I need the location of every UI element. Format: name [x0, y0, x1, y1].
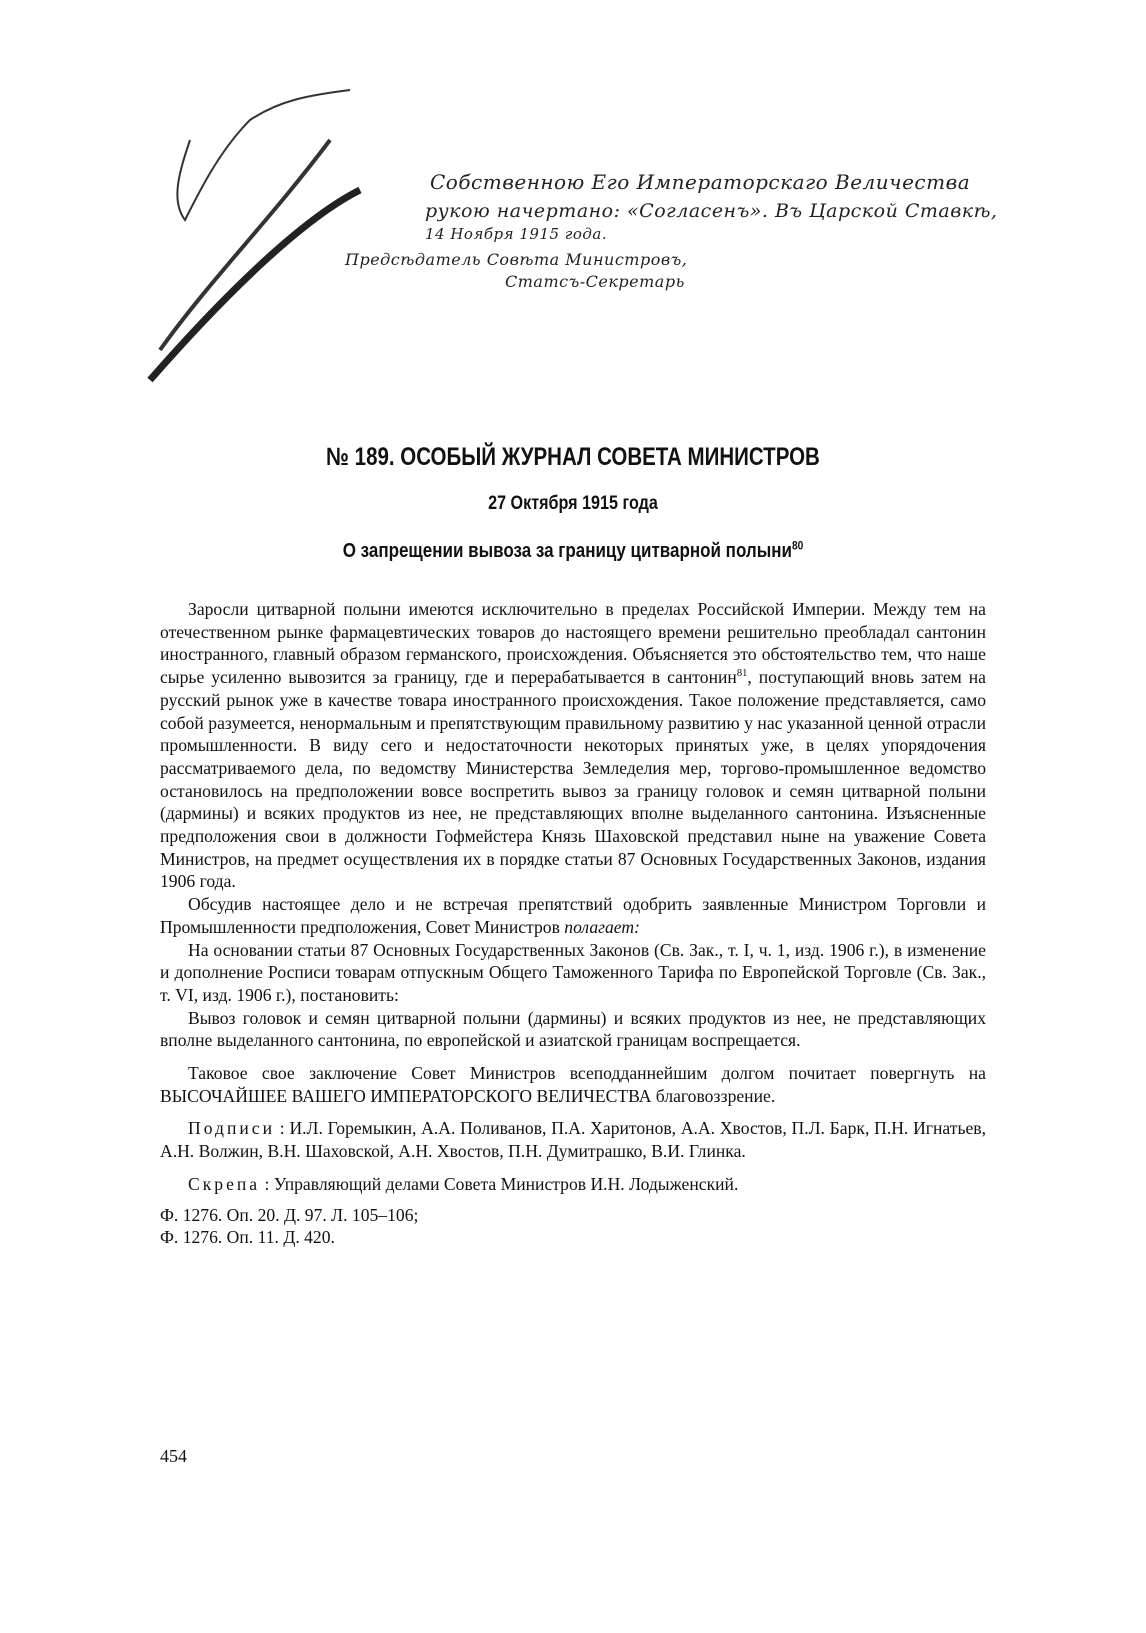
handwritten-note-line: Статсъ-Секретарь	[505, 272, 685, 291]
paragraph	[160, 893, 986, 938]
footnote-ref: 81	[736, 668, 748, 680]
text: Обсудив настоящее дело и не встречая препятствий одобрить заявленные Министром Торговли и Промышленности предположения, Совет Министров	[160, 894, 986, 937]
text: Управляющий делами Совета Министров И.Н. Лодыженский.	[273, 1173, 739, 1194]
handwritten-signature-icon	[130, 80, 390, 410]
document-body	[160, 598, 986, 1249]
subtitle-text: О запрещении вывоза за границу цитварной полыни	[342, 540, 792, 562]
document-subtitle	[86, 540, 1060, 563]
archive-ref: Ф. 1276. Оп. 20. Д. 97. Л. 105–106;	[160, 1204, 419, 1225]
paragraph: На основании статьи 87 Основных Государственных Законов (Св. Зак., т. I, ч. 1, изд. 1906 г.), в изменение и дополнение Росписи товарам отпускным Общего Таможенного Тарифа по Европейской Торговле (Св. Зак., т. VI, изд. 1906 г.), постановить:	[160, 939, 986, 1005]
text: И.Л. Горемыкин, А.А. Поливанов, П.А. Харитонов, А.А. Хвостов, П.Л. Барк, П.Н. Игнатьев, А.Н. Волжин, В.Н. Шаховской, А.Н. Хвостов, П.Н. Думитрашко, В.И. Глинка.	[160, 1118, 987, 1162]
paragraph: Вывоз головок и семян цитварной полыни (дармины) и всяких продуктов из нее, не представляющих вполне выделанного сантонина, по европейской и азиатской границам воспрещается.	[160, 1007, 986, 1051]
label: Скрепа	[188, 1173, 261, 1194]
label: Подписи	[188, 1118, 276, 1139]
text: , поступающий вновь затем на русский рынок уже в качестве товара иностранного происхождения. Такое положение представляется, само собой разумеется, ненормальным и препятствующим правильному развитию у нас указанной ценной отрасли промышленности. В виду сего и недостаточности некоторых принятых уже, в целях упорядочения рассматриваемого дела, по ведомству Министерства Земледелия мер, торгово-промышленное ведомство остановилось на предположении вовсе воспретить вывоз за границу головок и семян цитварной полыни (дармины) и всяких продуктов из нее, не представляющих вполне выделанного сантонина. Изъясненные предположения свои в должности Гофмейстера Князь Шаховской представил ныне на уважение Совета Министров, на предмет осуществления их в порядке статьи 87 Основных Государственных Законов, издания 1906 года.	[160, 667, 986, 892]
handwritten-note-line: Собственною Его Императорскаго Величества	[430, 170, 971, 194]
document-date: 27 Октября 1915 года	[488, 493, 658, 514]
document-title: № 189. ОСОБЫЙ ЖУРНАЛ СОВЕТА МИНИСТРОВ	[326, 443, 820, 471]
text: Заросли цитварной полыни имеются исключительно в пределах Российской Империи. Между тем на отечественном рынке фармацевтических товаров до настоящего времени решительно преобладал сантонин иностранного, главный образом германского, происхождения. Объясняется это обстоятельство тем, что наше сырье усиленно вывозится за границу, где и перерабатывается в сантонин	[160, 599, 986, 688]
handwritten-note-line: Предсѣдатель Совѣта Министровъ,	[345, 250, 688, 269]
page-number: 454	[160, 1446, 187, 1466]
handwritten-note-line: 14 Ноября 1915 года.	[425, 225, 608, 243]
footnote-ref: 80	[791, 538, 804, 553]
paragraph: Таковое свое заключение Совет Министров всеподданнейшим долгом почитает повергнуть на ВЫСОЧАЙШЕЕ ВАШЕГО ИМПЕРАТОРСКОГО ВЕЛИЧЕСТВА благовоззрение.	[160, 1063, 986, 1106]
archive-ref: Ф. 1276. Оп. 11. Д. 420.	[160, 1227, 335, 1248]
paragraph	[160, 598, 986, 893]
italic-text: полагает:	[564, 916, 640, 937]
skrepa: Скрепа : Управляющий делами Совета Министров И.Н. Лодыженский.	[188, 1173, 739, 1194]
handwritten-note-line: рукою начертано: «Согласенъ». Въ Царской Ставкѣ,	[425, 200, 998, 222]
signatures: Подписи : И.Л. Горемыкин, А.А. Поливанов, П.А. Харитонов, А.А. Хвостов, П.Л. Барк, П.Н. Игнатьев, А.Н. Волжин, В.Н. Шаховской, А.Н. Хвостов, П.Н. Думитрашко, В.И. Глинка.	[160, 1118, 987, 1162]
